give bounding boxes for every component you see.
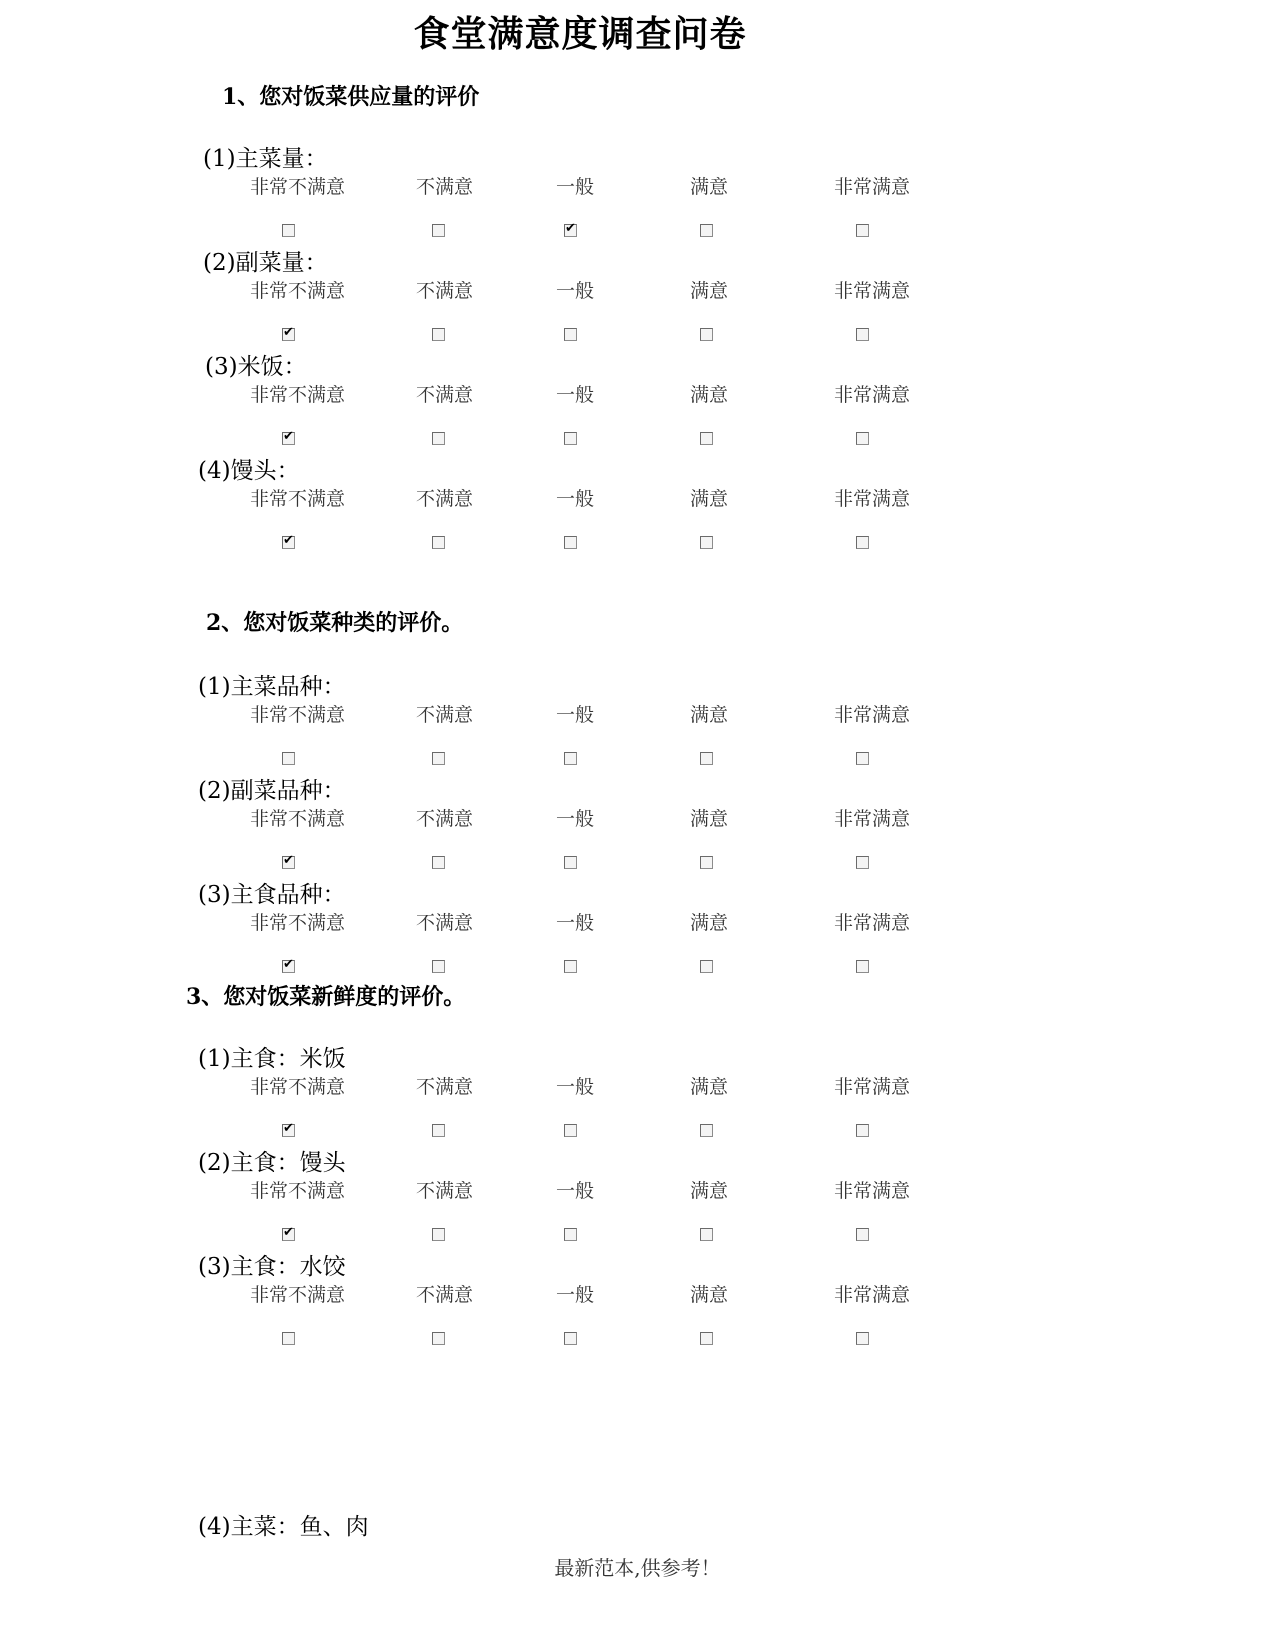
rating-checkbox[interactable] <box>700 960 713 973</box>
question-label: (2)副菜品种： <box>198 778 346 804</box>
option-label: 不满意 <box>416 384 474 406</box>
rating-checkbox[interactable] <box>700 856 713 869</box>
rating-checkbox[interactable] <box>856 1124 869 1137</box>
option-label: 一般 <box>556 912 595 934</box>
question-label-trailing: (4)主菜：鱼、肉 <box>198 1514 369 1540</box>
option-label: 不满意 <box>416 808 474 830</box>
option-label: 一般 <box>556 1180 595 1202</box>
option-label: 非常满意 <box>834 176 911 198</box>
option-label: 非常满意 <box>834 1284 911 1306</box>
option-label: 非常满意 <box>834 808 911 830</box>
option-label: 一般 <box>556 1284 595 1306</box>
rating-checkbox[interactable] <box>564 1332 577 1345</box>
option-label: 一般 <box>556 488 595 510</box>
rating-checkbox[interactable] <box>856 960 869 973</box>
section-heading: 1、您对饭菜供应量的评价 <box>222 84 480 110</box>
option-label: 一般 <box>556 704 595 726</box>
page-title: 食堂满意度调查问卷 <box>413 13 747 55</box>
option-label: 非常不满意 <box>250 280 346 302</box>
option-label: 一般 <box>556 1076 595 1098</box>
rating-checkbox[interactable] <box>856 1332 869 1345</box>
rating-checkbox[interactable] <box>432 224 445 237</box>
rating-checkbox[interactable] <box>432 856 445 869</box>
rating-checkbox[interactable] <box>700 1332 713 1345</box>
rating-checkbox[interactable] <box>700 432 713 445</box>
option-label: 非常不满意 <box>250 1284 346 1306</box>
option-label: 非常不满意 <box>250 488 346 510</box>
question-label: (2)主食：馒头 <box>198 1150 346 1176</box>
option-label: 不满意 <box>416 280 474 302</box>
option-label: 一般 <box>556 280 595 302</box>
option-label: 不满意 <box>416 1180 474 1202</box>
rating-checkbox[interactable] <box>700 328 713 341</box>
option-label: 满意 <box>690 488 729 510</box>
rating-checkbox[interactable] <box>432 1332 445 1345</box>
rating-checkbox[interactable] <box>282 1332 295 1345</box>
rating-checkbox[interactable] <box>282 432 295 445</box>
option-label: 非常不满意 <box>250 912 346 934</box>
rating-checkbox[interactable] <box>564 1124 577 1137</box>
option-label: 满意 <box>690 912 729 934</box>
option-label: 满意 <box>690 704 729 726</box>
section-heading: 3、您对饭菜新鲜度的评价。 <box>186 984 466 1010</box>
option-label: 满意 <box>690 1076 729 1098</box>
option-label: 一般 <box>556 384 595 406</box>
option-label: 非常不满意 <box>250 384 346 406</box>
option-label: 非常满意 <box>834 704 911 726</box>
option-label: 不满意 <box>416 176 474 198</box>
question-label: (1)主菜量： <box>203 146 328 172</box>
rating-checkbox[interactable] <box>564 856 577 869</box>
option-label: 非常满意 <box>834 1180 911 1202</box>
rating-checkbox[interactable] <box>282 224 295 237</box>
rating-checkbox[interactable] <box>700 224 713 237</box>
option-label: 一般 <box>556 176 595 198</box>
option-label: 非常满意 <box>834 1076 911 1098</box>
rating-checkbox[interactable] <box>564 328 577 341</box>
rating-checkbox[interactable] <box>564 224 577 237</box>
option-label: 不满意 <box>416 704 474 726</box>
option-label: 非常满意 <box>834 912 911 934</box>
question-label: (4)馒头： <box>198 458 300 484</box>
rating-checkbox[interactable] <box>856 432 869 445</box>
rating-checkbox[interactable] <box>432 328 445 341</box>
rating-checkbox[interactable] <box>432 432 445 445</box>
rating-checkbox[interactable] <box>282 328 295 341</box>
option-label: 非常满意 <box>834 384 911 406</box>
rating-checkbox[interactable] <box>564 536 577 549</box>
rating-checkbox[interactable] <box>856 856 869 869</box>
rating-checkbox[interactable] <box>282 1228 295 1241</box>
rating-checkbox[interactable] <box>282 856 295 869</box>
rating-checkbox[interactable] <box>432 960 445 973</box>
rating-checkbox[interactable] <box>700 536 713 549</box>
option-label: 不满意 <box>416 488 474 510</box>
question-label: (1)主食：米饭 <box>198 1046 346 1072</box>
question-label: (3)米饭： <box>205 354 307 380</box>
rating-checkbox[interactable] <box>564 432 577 445</box>
rating-checkbox[interactable] <box>700 1124 713 1137</box>
rating-checkbox[interactable] <box>700 752 713 765</box>
option-label: 非常不满意 <box>250 1180 346 1202</box>
question-label: (1)主菜品种： <box>198 674 346 700</box>
option-label: 非常不满意 <box>250 1076 346 1098</box>
rating-checkbox[interactable] <box>432 536 445 549</box>
section-heading: 2、您对饭菜种类的评价。 <box>206 610 464 636</box>
option-label: 满意 <box>690 1284 729 1306</box>
rating-checkbox[interactable] <box>282 960 295 973</box>
rating-checkbox[interactable] <box>564 1228 577 1241</box>
page-footer: 最新范本,供参考！ <box>554 1556 721 1580</box>
rating-checkbox[interactable] <box>564 960 577 973</box>
rating-checkbox[interactable] <box>282 536 295 549</box>
rating-checkbox[interactable] <box>856 328 869 341</box>
option-label: 非常不满意 <box>250 808 346 830</box>
option-label: 满意 <box>690 384 729 406</box>
rating-checkbox[interactable] <box>282 1124 295 1137</box>
option-label: 非常满意 <box>834 488 911 510</box>
option-label: 不满意 <box>416 1076 474 1098</box>
rating-checkbox[interactable] <box>432 1228 445 1241</box>
rating-checkbox[interactable] <box>564 752 577 765</box>
option-label: 一般 <box>556 808 595 830</box>
question-label: (2)副菜量： <box>203 250 328 276</box>
option-label: 非常不满意 <box>250 176 346 198</box>
rating-checkbox[interactable] <box>856 752 869 765</box>
option-label: 满意 <box>690 1180 729 1202</box>
rating-checkbox[interactable] <box>856 536 869 549</box>
option-label: 不满意 <box>416 1284 474 1306</box>
rating-checkbox[interactable] <box>282 752 295 765</box>
option-label: 满意 <box>690 176 729 198</box>
rating-checkbox[interactable] <box>856 1228 869 1241</box>
option-label: 非常不满意 <box>250 704 346 726</box>
option-label: 不满意 <box>416 912 474 934</box>
rating-checkbox[interactable] <box>432 1124 445 1137</box>
option-label: 非常满意 <box>834 280 911 302</box>
rating-checkbox[interactable] <box>432 752 445 765</box>
option-label: 满意 <box>690 280 729 302</box>
question-label: (3)主食品种： <box>198 882 346 908</box>
rating-checkbox[interactable] <box>700 1228 713 1241</box>
rating-checkbox[interactable] <box>856 224 869 237</box>
option-label: 满意 <box>690 808 729 830</box>
question-label: (3)主食：水饺 <box>198 1254 346 1280</box>
